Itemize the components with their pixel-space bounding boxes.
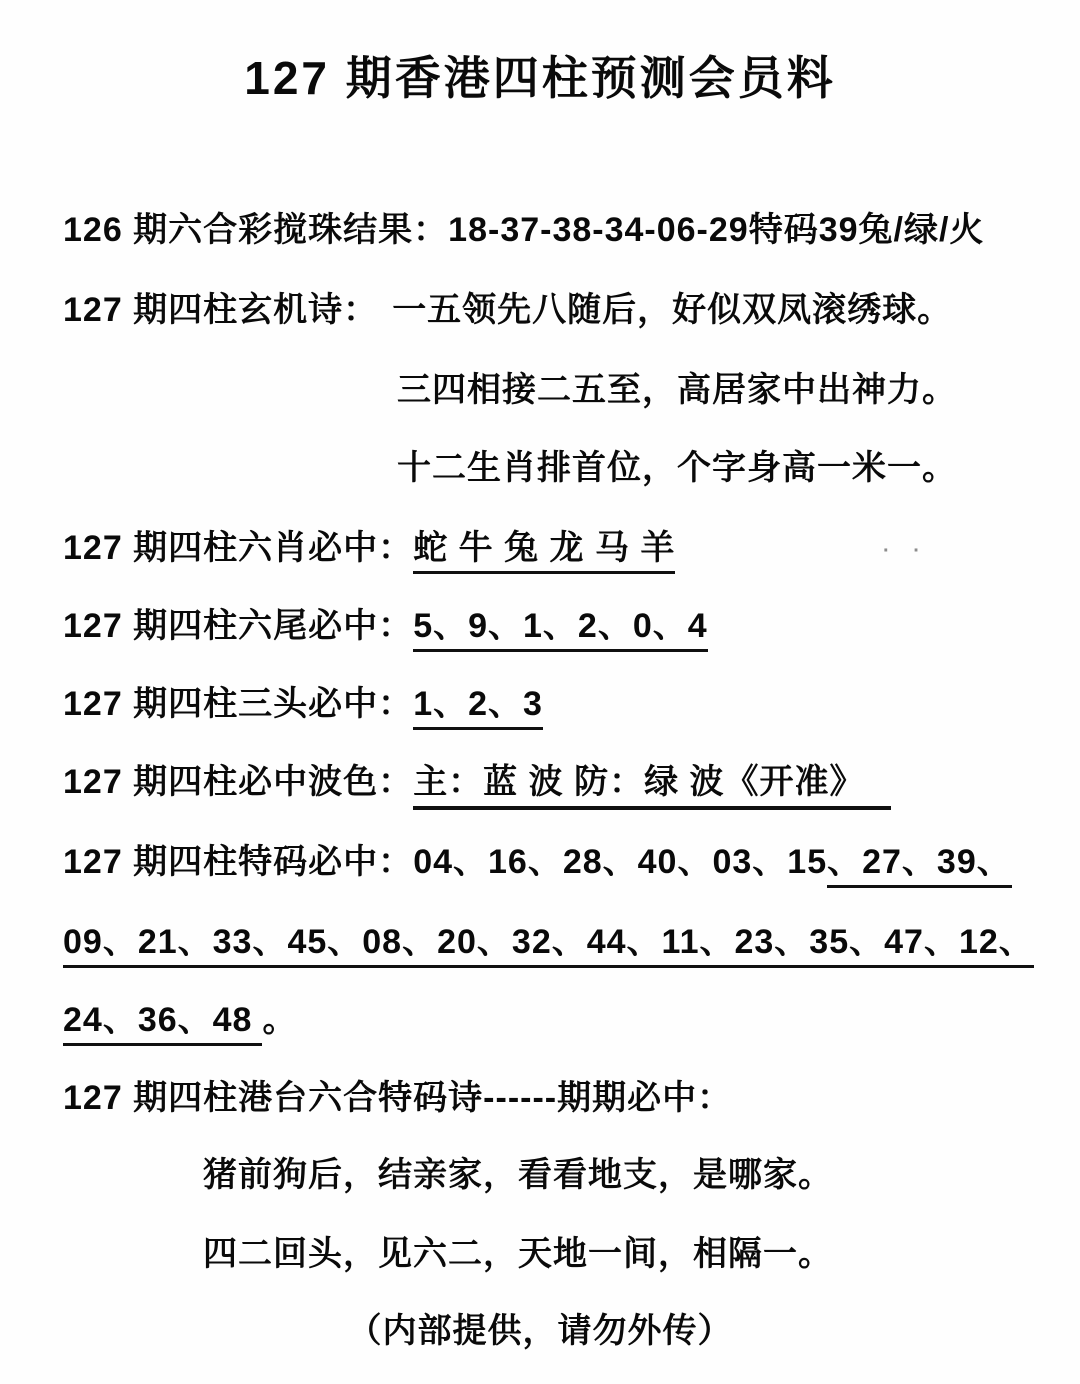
mystery-poem-label: 127 期四柱玄机诗： <box>63 291 379 329</box>
special-codes-line-3-period: 。 <box>262 1001 298 1039</box>
mystery-poem-verse-3: 十二生肖排首位，个字身高一米一。 <box>397 449 957 487</box>
six-zodiac-value: 蛇 牛 兔 龙 马 羊 <box>413 529 675 574</box>
special-poem-verse-1: 猪前狗后，结亲家，看看地支，是哪家。 <box>203 1156 833 1194</box>
mystery-poem-verse-2: 三四相接二五至，高居家中出神力。 <box>397 371 957 409</box>
special-codes-line-1 <box>63 842 1012 883</box>
special-codes-label: 127 期四柱特码必中： <box>63 843 414 881</box>
special-poem-verse-2: 四二回头，见六二，天地一间，相隔一。 <box>203 1235 833 1273</box>
three-heads-value: 1、2、3 <box>413 685 543 730</box>
special-poem-line-1 <box>203 1155 833 1196</box>
wave-color-label: 127 期四柱必中波色： <box>63 763 414 801</box>
six-tails-value: 5、9、1、2、0、4 <box>413 607 707 652</box>
special-codes-plain: 04、16、28、40、03、15 <box>413 843 828 881</box>
special-codes-underlined: 、27、39、 <box>827 843 1012 888</box>
stray-dots: · · <box>883 540 929 562</box>
six-zodiac-label: 127 期四柱六肖必中： <box>63 529 414 567</box>
special-codes-line-3 <box>63 1000 297 1041</box>
six-tails-label: 127 期四柱六尾必中： <box>63 607 414 645</box>
special-codes-line-2-text: 09、21、33、45、08、20、32、44、11、23、35、47、12、 <box>63 923 1034 968</box>
previous-result-line <box>63 210 984 251</box>
wave-color-value: 主：蓝 波 防：绿 波《开准》 <box>413 763 890 810</box>
mystery-poem-line-3 <box>397 448 957 489</box>
three-heads-label: 127 期四柱三头必中： <box>63 685 414 723</box>
special-poem-title-text: 127 期四柱港台六合特码诗------期期必中： <box>63 1079 733 1117</box>
three-heads-line <box>63 684 543 725</box>
special-codes-line-2 <box>63 922 1034 963</box>
previous-result-text: 126 期六合彩搅珠结果：18-37-38-34-06-29特码39兔/绿/火 <box>63 211 985 249</box>
mystery-poem-verse-1: 一五领先八随后，好似双凤滚绣球。 <box>392 291 953 329</box>
mystery-poem-line-1 <box>63 290 952 331</box>
special-codes-line-3-text: 24、36、48 <box>63 1001 262 1046</box>
six-tails-line <box>63 606 708 647</box>
footer-note: （内部提供，请勿外传） <box>347 1312 733 1350</box>
six-zodiac-line <box>63 528 675 569</box>
mystery-poem-line-2 <box>397 370 957 411</box>
wave-color-line <box>63 762 891 803</box>
special-poem-line-2 <box>203 1234 833 1275</box>
page-title: 127 期香港四柱预测会员料 <box>244 52 836 104</box>
special-poem-title <box>63 1078 732 1119</box>
